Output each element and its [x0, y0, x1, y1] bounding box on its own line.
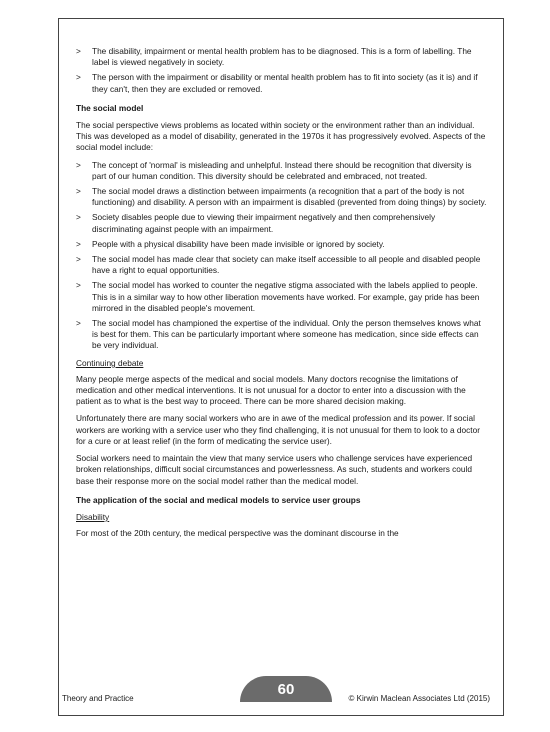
footer-title: Theory and Practice: [62, 694, 134, 703]
list-item: > The social model draws a distinction between impairments (a recognition that a part of the body is not functioning) and disability. A person with an impairment is disabled (prevented from doing things) by society.: [76, 186, 488, 208]
list-item: > The social model has championed the expertise of the individual. Only the person themselves knows what is best for them. This can be particularly important where someone has medication, since side effects can be very individual.: [76, 318, 488, 352]
page-number-tab: [240, 676, 332, 702]
list-item: > The social model has worked to counter the negative stigma associated with the labels applied to people. This is in a similar way to how other liberation movements have worked. For example, gay pride has been mirrored in the disabled people's movement.: [76, 280, 488, 314]
section-heading: The application of the social and medical models to service user groups: [76, 494, 361, 505]
list-item: > The social model has made clear that society can make itself accessible to all people and disabled people have a right to equal opportunities.: [76, 254, 488, 276]
list-item: > The disability, impairment or mental health problem has to be diagnosed. This is a form of labelling. The label is viewed negatively in society.: [76, 46, 488, 68]
page-number: 60: [277, 681, 295, 698]
page-footer: [58, 681, 504, 716]
list-item: > People with a physical disability have been made invisible or ignored by society.: [76, 239, 488, 250]
paragraph: Many people merge aspects of the medical and social models. Many doctors recognise the limitations of medication and other medical interventions. It is not unusual for a doctor to enter into a discussion with the patient as to what is the best way to proceed. There can be more shared decision making.: [76, 373, 466, 407]
section-heading: The social model: [76, 102, 144, 113]
page-content: [76, 46, 488, 545]
list-item: > The person with the impairment or disability or mental health problem has to fit into society (as it is) and if they can't, then they are excluded or removed.: [76, 72, 488, 94]
subsection-heading: Disability: [76, 511, 110, 522]
paragraph: For most of the 20th century, the medical perspective was the dominant discourse in the: [76, 528, 399, 539]
paragraph: The social perspective views problems as located within society or the environment rather than an individual. This was developed as a model of disability, generated in the 1970s it has progressively evolved. Aspects of the social model include:: [76, 120, 486, 153]
social-model-list: [76, 160, 488, 352]
subsection-heading: Continuing debate: [76, 357, 144, 368]
medical-model-list: [76, 46, 488, 95]
footer-copyright: © Kirwin Maclean Associates Ltd (2015): [348, 694, 490, 703]
list-item: > Society disables people due to viewing their impairment negatively and then comprehensively discriminating against people with an impairment.: [76, 212, 488, 234]
paragraph: Unfortunately there are many social workers who are in awe of the medical profession and its power. If social workers are working with a service user who they find challenging, it is not unusual for them to look to a doctor for a cure or at least relief (in the form of medicating the service user).: [76, 413, 480, 446]
paragraph: Social workers need to maintain the view that many service users who challenge services have experienced broken relationships, difficult social circumstances and powerlessness. As such, students and workers could base their response more on the social model rather than the medical model.: [76, 453, 473, 486]
list-item: > The concept of 'normal' is misleading and unhelpful. Instead there should be recognition that diversity is part of our human condition. This diversity should be celebrated and embraced, not treated.: [76, 160, 488, 182]
